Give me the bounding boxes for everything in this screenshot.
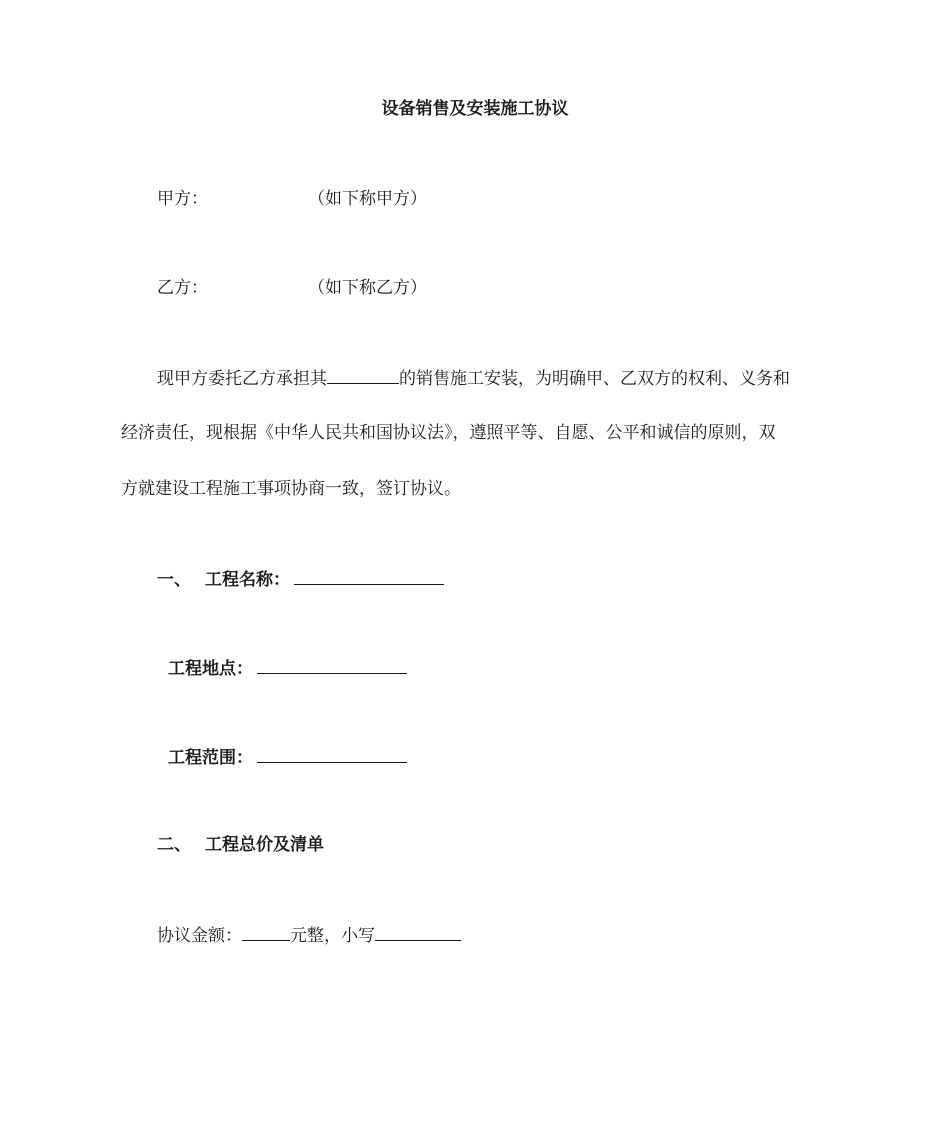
contract-amount-line bbox=[157, 922, 461, 948]
project-location-blank bbox=[257, 655, 407, 674]
party-a-note: （如下称甲方） bbox=[308, 189, 427, 209]
document-title: 设备销售及安装施工协议 bbox=[381, 99, 569, 119]
party-b-label: 乙方： bbox=[157, 278, 208, 298]
party-a-line bbox=[157, 187, 427, 211]
project-scope-blank bbox=[257, 744, 407, 763]
amount-figures-blank bbox=[375, 922, 461, 941]
intro-line-1 bbox=[157, 365, 837, 391]
intro-blank bbox=[327, 365, 399, 384]
party-b-note: （如下称乙方） bbox=[308, 278, 427, 298]
intro-line1-before: 现甲方委托乙方承担其 bbox=[157, 369, 327, 389]
amount-words-blank bbox=[242, 922, 290, 941]
contract-amount-label: 协议金额： bbox=[157, 926, 242, 946]
party-a-label: 甲方： bbox=[157, 189, 208, 209]
project-location-label: 工程地点： bbox=[168, 659, 253, 679]
project-location-line bbox=[168, 655, 407, 681]
project-scope-label: 工程范围： bbox=[168, 748, 253, 768]
intro-line-2: 经济责任，现根据《中华人民共和国协议法》，遵照平等、自愿、公平和诚信的原则，双 bbox=[121, 423, 776, 443]
section-1-number: 一、 bbox=[157, 570, 191, 590]
section-1-heading bbox=[157, 566, 444, 592]
section-2-heading bbox=[157, 833, 324, 857]
intro-line-3: 方就建设工程施工事项协商一致，签订协议。 bbox=[121, 479, 461, 499]
party-b-line bbox=[157, 276, 427, 300]
section-2-title: 工程总价及清单 bbox=[205, 835, 324, 855]
intro-line1-after: 的销售施工安装，为明确甲、乙双方的权利、义务和 bbox=[399, 369, 790, 389]
section-2-number: 二、 bbox=[157, 835, 191, 855]
project-name-blank bbox=[294, 566, 444, 585]
contract-amount-unit: 元整，小写 bbox=[290, 926, 375, 946]
project-scope-line bbox=[168, 744, 407, 770]
project-name-label: 工程名称： bbox=[205, 570, 290, 590]
